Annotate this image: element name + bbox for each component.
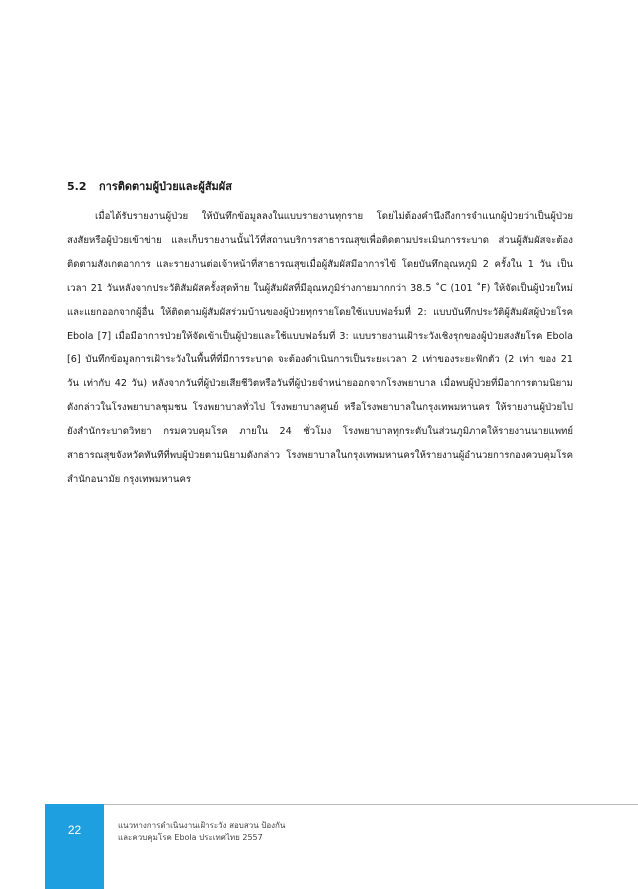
section-title: การติดตามผู้ป่วยและผู้สัมผัส [99,180,232,193]
body-paragraph: เมื่อได้รับรายงานผู้ป่วย ให้บันทึกข้อมูลลงในแบบรายงานทุกราย โดยไม่ต้องคำนึงถึงการจำแนกผู้ป่วยว่าเป็นผู้ป่วยสงสัยหรือผู้ป่วยเข้าข่าย และเก็บรายงานนั้นไว้ที่สถานบริการสาธารณสุขเพื่อติดตามประเมินการระบาด ส่วนผู้สัมผัสจะต้องติดตามสังเกตอาการ และรายงานต่อเจ้าหน้าที่สาธารณสุขเมื่อผู้สัมผัสมีอาการไข้ โดยบันทึกอุณหภูมิ 2 ครั้งใน 1 วัน เป็นเวลา 21 วันหลังจากประวัติสัมผัสครั้งสุดท้าย ในผู้สัมผัสที่มีอุณหภูมิร่างกายมากกว่า 38.5 ˚C (101 ˚F) ให้จัดเป็นผู้ป่วยใหม่และแยกออกจากผู้อื่น ให้ติดตามผู้สัมผัสร่วมบ้านของผู้ป่วยทุกรายโดยใช้แบบฟอร์มที่ 2: แบบบันทึกประวัติผู้สัมผัสผู้ป่วยโรค Ebola [7] เมื่อมีอาการป่วยให้จัดเข้าเป็นผู้ป่วยและใช้แบบฟอร์มที่ 3: แบบรายงานเฝ้าระวังเชิงรุกของผู้ป่วยสงสัยโรค Ebola [6] บันทึกข้อมูลการเฝ้าระวังในพื้นที่ที่มีการระบาด จะต้องดำเนินการเป็นระยะเวลา 2 เท่าของระยะฟักตัว (2 เท่า ของ 21 วัน เท่ากับ 42 วัน) หลังจากวันที่ผู้ป่วยเสียชีวิตหรือวันที่ผู้ป่วยจำหน่ายออกจากโรงพยาบาล เมื่อพบผู้ป่วยที่มีอาการตามนิยามดังกล่าวในโรงพยาบาลชุมชน โรงพยาบาลทั่วไป โรงพยาบาลศูนย์ หรือโรงพยาบาลในกรุงเทพมหานคร ให้รายงานผู้ป่วยไปยังสำนักระบาดวิทยา กรมควบคุมโรค ภายใน 24 ชั่วโมง โรงพยาบาลทุกระดับในส่วนภูมิภาคให้รายงานนายแพทย์สาธารณสุขจังหวัดทันทีที่พบผู้ป่วยตามนิยามดังกล่าว โรงพยาบาลในกรุงเทพมหานครให้รายงานผู้อำนวยการกองควบคุมโรค สำนักอนามัย กรุงเทพมหานคร [67,211,573,485]
footer-divider [104,804,638,805]
footer-caption [118,820,285,844]
section-heading [67,177,232,195]
footer-caption-line-1: แนวทางการดำเนินงานเฝ้าระวัง สอบสวน ป้องกัน [118,821,286,830]
page-number: 22 [67,823,82,837]
section-number: 5.2 [67,180,87,193]
page-number-box [45,804,104,889]
footer-caption-line-2: และควบคุมโรค Ebola ประเทศไทย 2557 [118,833,263,842]
